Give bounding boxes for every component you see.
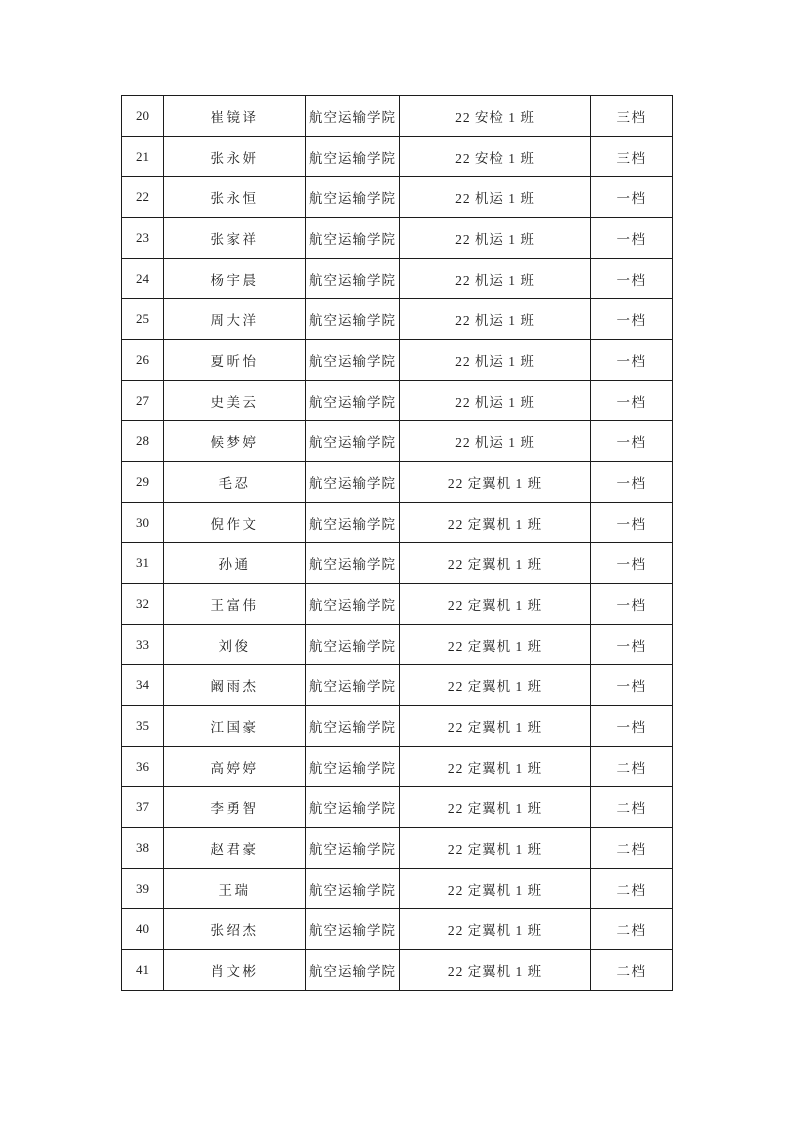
cell-college: 航空运输学院 [306,909,400,950]
cell-grade: 三档 [591,136,673,177]
cell-grade: 二档 [591,868,673,909]
cell-college: 航空运输学院 [306,706,400,747]
cell-class_name: 22 定翼机 1 班 [400,584,591,625]
cell-class_name: 22 定翼机 1 班 [400,787,591,828]
cell-college: 航空运输学院 [306,543,400,584]
cell-class_name: 22 定翼机 1 班 [400,624,591,665]
cell-no: 26 [122,340,164,381]
cell-grade: 一档 [591,421,673,462]
cell-grade: 一档 [591,543,673,584]
cell-name: 孙通 [164,543,306,584]
cell-grade: 一档 [591,177,673,218]
cell-class_name: 22 机运 1 班 [400,258,591,299]
table-row [122,543,673,584]
cell-name: 杨宇晨 [164,258,306,299]
cell-college: 航空运输学院 [306,787,400,828]
cell-name: 张永恒 [164,177,306,218]
cell-grade: 二档 [591,950,673,991]
cell-college: 航空运输学院 [306,584,400,625]
cell-grade: 一档 [591,624,673,665]
table-row [122,868,673,909]
cell-no: 31 [122,543,164,584]
cell-class_name: 22 定翼机 1 班 [400,909,591,950]
table-row [122,462,673,503]
cell-name: 阚雨杰 [164,665,306,706]
table-row [122,258,673,299]
cell-name: 王富伟 [164,584,306,625]
cell-grade: 三档 [591,96,673,137]
cell-class_name: 22 安检 1 班 [400,96,591,137]
cell-class_name: 22 定翼机 1 班 [400,746,591,787]
cell-no: 39 [122,868,164,909]
cell-name: 周大洋 [164,299,306,340]
cell-college: 航空运输学院 [306,380,400,421]
cell-class_name: 22 机运 1 班 [400,177,591,218]
cell-grade: 一档 [591,502,673,543]
cell-class_name: 22 定翼机 1 班 [400,462,591,503]
cell-no: 23 [122,218,164,259]
cell-college: 航空运输学院 [306,258,400,299]
cell-class_name: 22 定翼机 1 班 [400,950,591,991]
cell-no: 38 [122,828,164,869]
cell-no: 30 [122,502,164,543]
cell-name: 张永妍 [164,136,306,177]
cell-class_name: 22 定翼机 1 班 [400,665,591,706]
cell-college: 航空运输学院 [306,299,400,340]
cell-college: 航空运输学院 [306,177,400,218]
cell-grade: 二档 [591,909,673,950]
cell-class_name: 22 机运 1 班 [400,421,591,462]
cell-class_name: 22 定翼机 1 班 [400,828,591,869]
cell-name: 江国豪 [164,706,306,747]
cell-name: 史美云 [164,380,306,421]
cell-no: 36 [122,746,164,787]
cell-college: 航空运输学院 [306,828,400,869]
cell-grade: 一档 [591,462,673,503]
cell-name: 高婷婷 [164,746,306,787]
student-table-body [122,96,673,991]
cell-college: 航空运输学院 [306,950,400,991]
cell-college: 航空运输学院 [306,96,400,137]
cell-class_name: 22 机运 1 班 [400,299,591,340]
cell-class_name: 22 机运 1 班 [400,380,591,421]
table-row [122,624,673,665]
cell-grade: 二档 [591,746,673,787]
cell-class_name: 22 定翼机 1 班 [400,706,591,747]
cell-class_name: 22 机运 1 班 [400,218,591,259]
cell-grade: 一档 [591,299,673,340]
cell-class_name: 22 机运 1 班 [400,340,591,381]
cell-college: 航空运输学院 [306,218,400,259]
cell-name: 候梦婷 [164,421,306,462]
cell-no: 22 [122,177,164,218]
cell-no: 41 [122,950,164,991]
cell-college: 航空运输学院 [306,421,400,462]
cell-name: 崔镜译 [164,96,306,137]
cell-college: 航空运输学院 [306,868,400,909]
cell-college: 航空运输学院 [306,136,400,177]
cell-name: 毛忍 [164,462,306,503]
cell-name: 张绍杰 [164,909,306,950]
table-row [122,421,673,462]
cell-no: 21 [122,136,164,177]
table-row [122,828,673,869]
table-row [122,909,673,950]
cell-no: 24 [122,258,164,299]
table-row [122,706,673,747]
cell-grade: 一档 [591,258,673,299]
table-row [122,136,673,177]
cell-name: 刘俊 [164,624,306,665]
cell-college: 航空运输学院 [306,624,400,665]
cell-name: 张家祥 [164,218,306,259]
cell-name: 王瑞 [164,868,306,909]
cell-college: 航空运输学院 [306,462,400,503]
cell-grade: 一档 [591,218,673,259]
cell-no: 34 [122,665,164,706]
table-row [122,502,673,543]
table-row [122,96,673,137]
cell-no: 27 [122,380,164,421]
table-row [122,584,673,625]
cell-college: 航空运输学院 [306,340,400,381]
cell-college: 航空运输学院 [306,746,400,787]
cell-class_name: 22 安检 1 班 [400,136,591,177]
cell-name: 李勇智 [164,787,306,828]
cell-grade: 一档 [591,665,673,706]
cell-class_name: 22 定翼机 1 班 [400,502,591,543]
cell-no: 28 [122,421,164,462]
cell-no: 20 [122,96,164,137]
table-row [122,299,673,340]
cell-no: 33 [122,624,164,665]
cell-grade: 一档 [591,706,673,747]
cell-class_name: 22 定翼机 1 班 [400,868,591,909]
table-row [122,340,673,381]
cell-name: 肖文彬 [164,950,306,991]
table-row [122,950,673,991]
cell-no: 37 [122,787,164,828]
cell-name: 倪作文 [164,502,306,543]
cell-grade: 一档 [591,380,673,421]
table-row [122,177,673,218]
table-row [122,380,673,421]
cell-name: 赵君豪 [164,828,306,869]
student-roster-table [121,95,673,991]
table-row [122,787,673,828]
cell-class_name: 22 定翼机 1 班 [400,543,591,584]
table-row [122,746,673,787]
table-row [122,218,673,259]
cell-grade: 一档 [591,340,673,381]
cell-grade: 二档 [591,787,673,828]
cell-no: 40 [122,909,164,950]
cell-no: 25 [122,299,164,340]
cell-no: 32 [122,584,164,625]
cell-no: 35 [122,706,164,747]
cell-college: 航空运输学院 [306,502,400,543]
table-row [122,665,673,706]
cell-name: 夏昕怡 [164,340,306,381]
cell-grade: 二档 [591,828,673,869]
cell-grade: 一档 [591,584,673,625]
cell-college: 航空运输学院 [306,665,400,706]
cell-no: 29 [122,462,164,503]
